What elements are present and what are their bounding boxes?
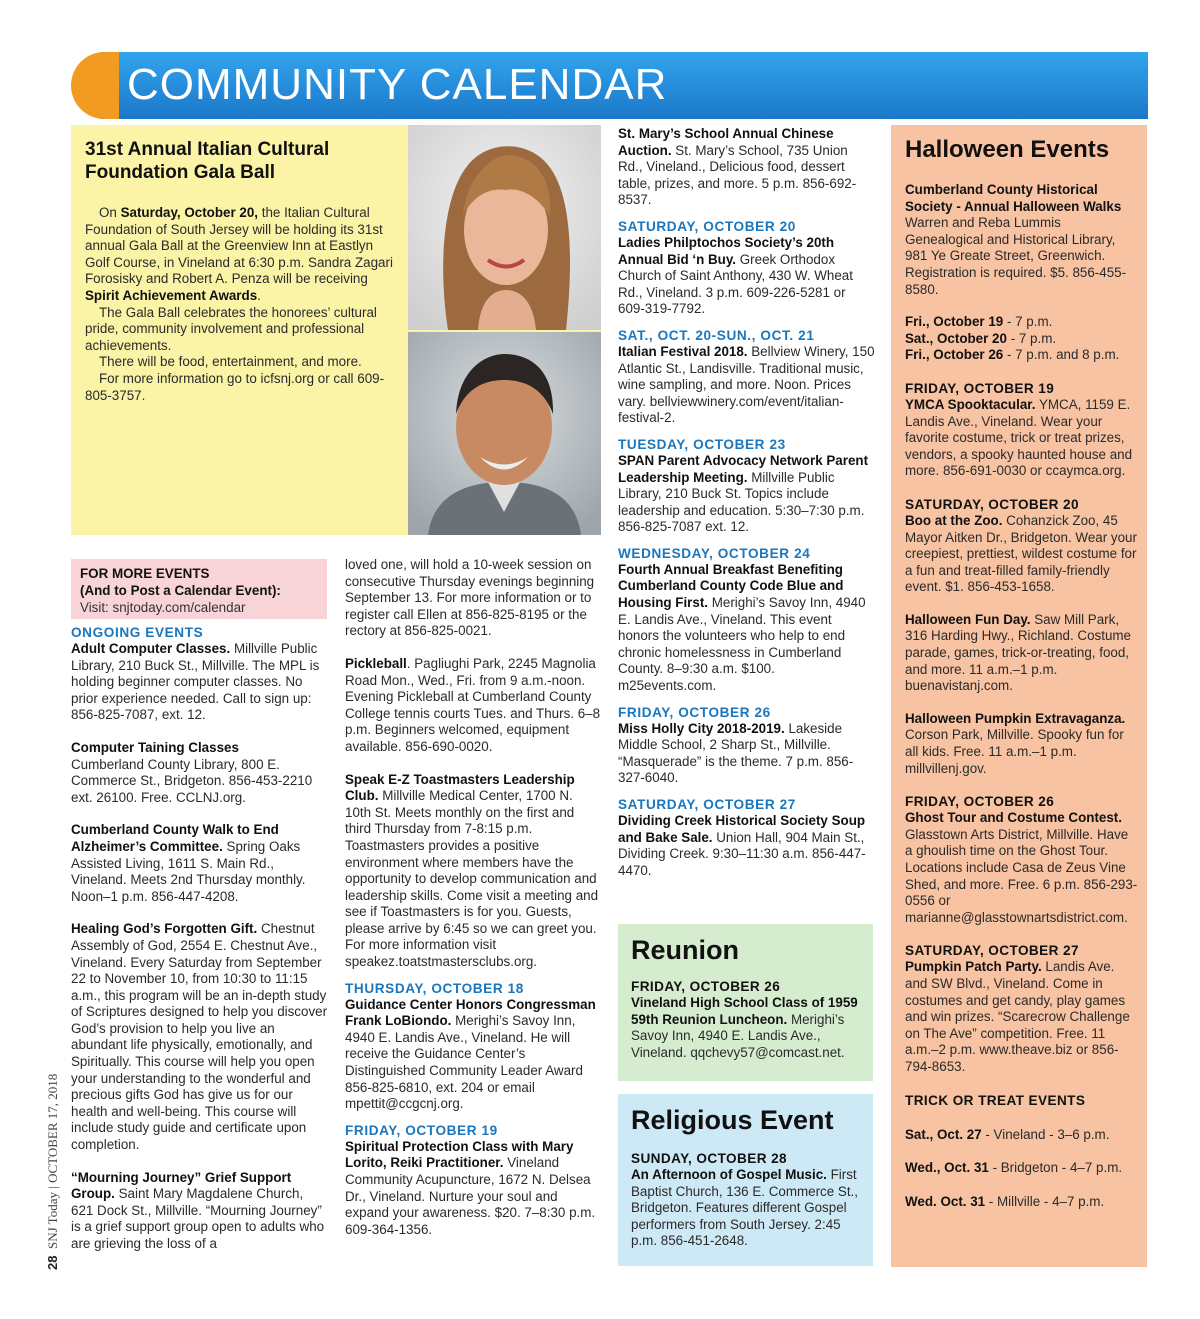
ongoing-item-text: Cumberland County Library, 800 E. Commerce St., Bridgeton. 856-453-2210 ext. 26100. Free. CCLNJ.org. xyxy=(71,756,313,805)
event-date: SATURDAY, OCTOBER 27 xyxy=(905,943,1079,959)
event-date: SAT., OCT. 20-SUN., OCT. 21 xyxy=(618,327,815,343)
trick-text: - Bridgeton - 4–7 p.m. xyxy=(988,1160,1123,1176)
trick-day: Wed., Oct. 31 xyxy=(905,1160,989,1176)
event-text: First Baptist Church, 136 E. Commerce St., Bridgeton. Features different Gospel performers from South Jersey. 2:45 p.m. 856-451-2648. xyxy=(631,1167,858,1249)
ongoing-item-title: Healing God’s Forgotten Gift. xyxy=(71,921,258,937)
gala-title-line2: Foundation Gala Ball xyxy=(85,162,276,183)
page-side-label xyxy=(40,1020,66,1270)
event-date: FRIDAY, OCTOBER 26 xyxy=(618,704,771,720)
ongoing-item-title: Computer Taining Classes xyxy=(71,739,239,755)
honoree-photo-man xyxy=(408,332,601,535)
publication-date: SNJ Today | OCTOBER 17, 2018 xyxy=(45,1073,60,1250)
halloween-heading: Halloween Events xyxy=(905,136,1110,163)
walk-time: - 7 p.m. xyxy=(1003,314,1053,330)
gala-p2: The Gala Ball celebrates the honorees’ cultural pride, community involvement and professional achievements. xyxy=(85,304,377,353)
event-title: Spiritual Protection Class with Mary Lorito, Reiki Practitioner. xyxy=(345,1138,574,1171)
ongoing-item-text: Spring Oaks Assisted Living, 1611 S. Main Rd., Vineland. Meets 2nd Thursday monthly. Noon–1 p.m. 856-447-4208. xyxy=(71,838,306,904)
event-title: Miss Holly City 2018-2019. xyxy=(618,720,785,736)
more-events-subtitle: (And to Post a Calendar Event): xyxy=(80,583,281,598)
ongoing-heading: ONGOING EVENTS xyxy=(71,625,204,640)
events-column-2 xyxy=(345,557,602,1238)
event-title: Pumpkin Patch Party. xyxy=(905,959,1042,975)
gala-title xyxy=(85,138,395,184)
event-text: Union Hall, 904 Main St., Dividing Creek. 9:30–11:30 a.m. 856-447-4470. xyxy=(618,829,866,878)
gala-body xyxy=(85,205,397,404)
more-events-title: FOR MORE EVENTS xyxy=(80,566,210,581)
event-date: SUNDAY, OCTOBER 28 xyxy=(631,1151,788,1166)
event-title: St. Mary’s School Annual Chinese Auction. xyxy=(618,126,834,158)
gala-p1-date: Saturday, October 20, xyxy=(120,205,259,220)
event-text: Vineland Community Acupuncture, 1672 N. Delsea Dr., Vineland. Nurture your soul and expand your awareness. $20. 7–8:30 p.m. 609-364-1356. xyxy=(345,1155,596,1237)
event-text: Cohanzick Zoo, 45 Mayor Aitken Dr., Bridgeton. Wear your creepiest, prettiest, wildest costume for a fun and treat-filled family-friendly event. $1. 856-453-1658. xyxy=(905,512,1137,595)
ongoing-item-title: Adult Computer Classes. xyxy=(71,641,231,656)
event-title: YMCA Spooktacular. xyxy=(905,396,1036,412)
event-title: An Afternoon of Gospel Music. xyxy=(631,1167,827,1182)
page-number: 28 xyxy=(45,1255,60,1270)
ongoing-item-text: Saint Mary Magdalene Church, 621 Dock St., Millville. “Mourning Journey” is a grief support group open to adults who are grieving the loss of a xyxy=(71,1186,325,1251)
event-text: Glasstown Arts District, Millville. Have a ghoulish time on the Ghost Tour. Locations include Casa de Zeus Vine Shed, and more. Free. 6 p.m. 856-293-0556 or marianne@glasstownartsdistrict.com. xyxy=(905,826,1138,925)
event-title: Ladies Philptochos Society’s 20th Annual Bid ‘n Buy. xyxy=(618,234,835,267)
events-column-3 xyxy=(618,126,875,879)
event-title: SPAN Parent Advocacy Network Parent Leadership Meeting. xyxy=(618,452,869,485)
honoree-photo-woman xyxy=(408,125,601,330)
event-title: Ghost Tour and Costume Contest. xyxy=(905,810,1122,826)
event-text: Corson Park, Millville. Spooky fun for all kids. Free. 11 a.m.–1 p.m. millvillenj.gov. xyxy=(905,727,1124,776)
event-title: Dividing Creek Historical Society Soup and Bake Sale. xyxy=(618,813,866,845)
event-text: Millville Public Library, 210 Buck St. Topics include leadership and education. 5:30–7:30 p.m. 856-825-7087 ext. 12. xyxy=(618,469,865,535)
event-title: Italian Festival 2018. xyxy=(618,343,748,359)
event-title: Cumberland County Historical Society - Annual Halloween Walks xyxy=(905,182,1122,214)
event-text: Merighi’s Savoy Inn, 4940 E. Landis Ave., Vineland. This event honors the volunteers who help to end chronic homelessness in Cumberland County. 8–9:30 a.m. $100. m25events.com. xyxy=(618,595,866,694)
pickleball-text: . Pagliughi Park, 2245 Magnolia Road Mon., Wed., Fri. from 9 a.m.-noon. Evening Pickleball at Cumberland County College tennis courts Tues. and Thurs. 6–8 p.m. Beginners welcomed, equipment available. 856-690-0020. xyxy=(345,655,601,754)
ongoing-item-text: Chestnut Assembly of God, 2554 E. Chestnut Ave., Vineland. Every Saturday from September 22 to November 10, from 10:30 to 11:15 a.m., this program will be an in-depth study of Scriptures designed to help you discover God’s provision to help you live an abundant life physically, emotionally, and Spiritually. This course will help you open your understanding to the wonderful and precious gifts God has give us for our health and well-being. This course will include study guide and certificate upon completion. xyxy=(71,921,328,1153)
toastmasters-title: Speak E-Z Toastmasters Leadership Club. xyxy=(345,771,575,804)
trick-day: Wed. Oct. 31 xyxy=(905,1193,986,1209)
header-orange-tab xyxy=(71,52,119,119)
event-date: FRIDAY, OCTOBER 26 xyxy=(905,794,1055,810)
event-text: Merighi’s Savoy Inn, 4940 E. Landis Ave., Vineland. qqchevy57@comcast.net. xyxy=(631,1011,845,1060)
event-date: SATURDAY, OCTOBER 20 xyxy=(618,218,796,234)
event-title: Boo at the Zoo. xyxy=(905,512,1003,528)
event-date: SATURDAY, OCTOBER 20 xyxy=(905,496,1079,512)
trick-or-treat-heading: TRICK OR TREAT EVENTS xyxy=(905,1092,1086,1108)
mourning-journey-continued: loved one, will hold a 10-week session on consecutive Thursday evenings beginning September 13. For more information or to register call Ellen at 856-825-8195 or the rectory at 856-825-0021. xyxy=(345,557,595,639)
walk-time: - 7 p.m. and 8 p.m. xyxy=(1003,347,1120,363)
event-date: FRIDAY, OCTOBER 26 xyxy=(631,979,781,994)
gala-p1-a: On xyxy=(99,205,121,220)
more-events-link[interactable]: Visit: snjtoday.com/calendar xyxy=(80,600,246,615)
gala-award: Spirit Achievement Awards xyxy=(85,287,258,303)
religious-heading: Religious Event xyxy=(631,1105,834,1135)
event-text: Saw Mill Park, 316 Harding Hwy., Richland. Costume parade, games, trick-or-treating, food, and more. 11 a.m.–1 p.m. buenavistanj.com. xyxy=(905,611,1132,694)
event-date: WEDNESDAY, OCTOBER 24 xyxy=(618,545,811,561)
event-text: Landis Ave. and SW Blvd., Vineland. Come in costumes and get candy, play games and win prizes. “Scarecrow Challenge on The Ave” competition. Free. 11 a.m.–2 p.m. www.theave.biz or 856-794-8653. xyxy=(905,959,1130,1074)
event-date: FRIDAY, OCTOBER 19 xyxy=(345,1122,498,1138)
ongoing-item-text: Millville Public Library, 210 Buck St., Millville. The MPL is holding beginner computer classes. No prior experience needed. Call to sign up: 856-825-7087, ext. 12. xyxy=(71,641,320,723)
ongoing-item-title: Cumberland County Walk to End Alzheimer’s Committee. xyxy=(71,822,279,854)
event-text: Warren and Reba Lummis Genealogical and Historical Library, 981 Ye Greate Street, Greenwich. Registration is required. $5. 856-455-8580. xyxy=(905,215,1127,297)
trick-text: - Vineland - 3–6 p.m. xyxy=(981,1126,1110,1142)
walk-day: Sat., October 20 xyxy=(905,330,1007,346)
more-events-text xyxy=(80,565,320,616)
event-title: Halloween Pumpkin Extravaganza. xyxy=(905,710,1126,726)
pickleball-title: Pickleball xyxy=(345,655,407,671)
gala-p3: There will be food, entertainment, and more. xyxy=(99,354,362,370)
event-date: SATURDAY, OCTOBER 27 xyxy=(618,797,796,812)
event-text: Merighi’s Savoy Inn, 4940 E. Landis Ave., Vineland. He will receive the Guidance Center’s Distinguished Community Leader Award 856-825-6810, ext. 204 or email mpettit@ccgcnj.org. xyxy=(345,1013,583,1112)
walk-time: - 7 p.m. xyxy=(1006,330,1057,346)
event-title: Vineland High School Class of 1959 59th Reunion Luncheon. xyxy=(631,995,858,1027)
religious-content xyxy=(631,1102,865,1250)
walk-day: Fri., October 19 xyxy=(905,314,1004,330)
event-text: Bellview Winery, 150 Atlantic St., Landisville. Traditional music, wine sampling, and more. Noon. Prices vary. bellviewwinery.com/event/italian-festival-2. xyxy=(618,343,875,426)
page-title: COMMUNITY CALENDAR xyxy=(127,60,668,109)
ongoing-item-title: “Mourning Journey” Grief Support Group. xyxy=(71,1169,292,1202)
gala-p4: For more information go to icfsnj.org or call 609-805-3757. xyxy=(85,370,385,403)
ongoing-events-column xyxy=(71,624,329,1253)
walk-day: Fri., October 26 xyxy=(905,347,1004,363)
event-title: Guidance Center Honors Congressman Frank LoBiondo. xyxy=(345,996,596,1029)
event-text: YMCA, 1159 E. Landis Ave., Vineland. Wear your favorite costume, trick or treat prizes, vendors, a spooky haunted house and more. 856-691-0030 or ccaymca.org. xyxy=(905,396,1133,479)
event-text: Lakeside Middle School, 2 Sharp St., Millville. “Masquerade” is the theme. 7 p.m. 856-327-6040. xyxy=(618,720,854,786)
toastmasters-text: Millville Medical Center, 1700 N. 10th St. Meets monthly on the first and third Thursday from 7-8:15 p.m. Toastmasters provides a positive environment where members have the opportunity to develop communication and leadership skills. Come visit a meeting and see if Toastmasters is for you. Guests, please arrive by 6:45 so we can greet you. For more information visit speakez.toatstmastersclubs.org. xyxy=(345,788,599,970)
event-title: Halloween Fun Day. xyxy=(905,611,1031,627)
event-text: St. Mary’s School, 735 Union Rd., Vineland., Delicious food, dessert table, prizes, and more. 5 p.m. 856-692-8537. xyxy=(618,142,857,208)
event-date: THURSDAY, OCTOBER 18 xyxy=(345,980,524,996)
reunion-content xyxy=(631,932,865,1061)
reunion-heading: Reunion xyxy=(631,935,739,965)
trick-text: - Millville - 4–7 p.m. xyxy=(985,1193,1105,1209)
gala-p1-end: . xyxy=(257,287,261,303)
halloween-content xyxy=(905,133,1139,1210)
gala-title-line1: 31st Annual Italian Cultural xyxy=(85,139,330,160)
event-text: Greek Orthodox Church of Saint Anthony, 430 W. Wheat Rd., Vineland. 3 p.m. 609-226-5281 or 609-319-7792. xyxy=(618,251,853,317)
gala-p1-text: the Italian Cultural Foundation of South Jersey will be holding its 31st annual Gala Ball at the Greenview Inn at Eastlyn Golf Course, in Vineland at 6:30 p.m. Sandra Zagari Forosisky and Robert A. Penza will be receiving xyxy=(85,205,393,287)
event-date: TUESDAY, OCTOBER 23 xyxy=(618,436,786,452)
event-title: Fourth Annual Breakfast Benefiting Cumberland County Code Blue and Housing First. xyxy=(618,561,844,611)
trick-day: Sat., Oct. 27 xyxy=(905,1126,982,1142)
event-date: FRIDAY, OCTOBER 19 xyxy=(905,380,1055,396)
